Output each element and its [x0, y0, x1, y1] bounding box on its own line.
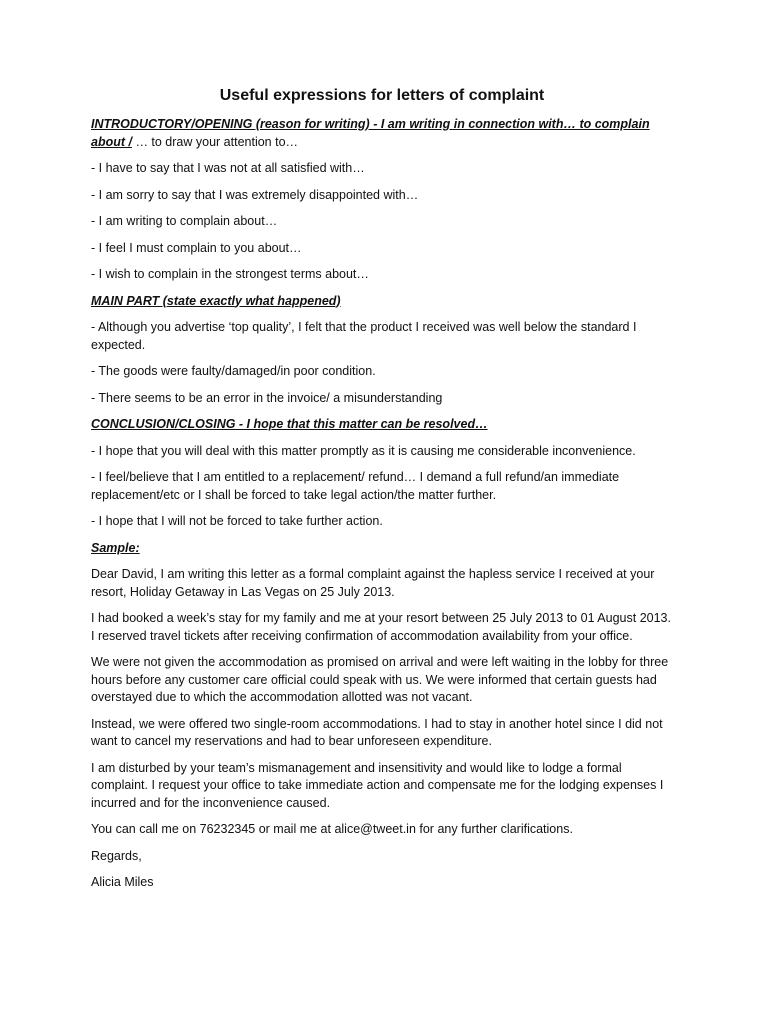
- conclusion-item: - I feel/believe that I am entitled to a replacement/ refund… I demand a full refund/an immediate replacement/etc or I shall be forced to take legal action/the matter further.: [91, 470, 620, 502]
- sample-section: [91, 540, 673, 558]
- intro-heading: INTRODUCTORY/OPENING (reason for writing) - I am writing in connection with… to complain about /: [91, 117, 650, 149]
- sample-paragraph: We were not given the accommodation as promised on arrival and were left waiting in the lobby for three hours before any customer care official could speak with us. We were informed that certain guests had overstayed due to which the accommodation allotted was not vacant.: [91, 655, 669, 704]
- conclusion-heading: CONCLUSION/CLOSING - I hope that this matter can be resolved…: [91, 417, 488, 431]
- intro-item: - I feel I must complain to you about…: [91, 240, 302, 255]
- sample-paragraph: Dear David, I am writing this letter as a formal complaint against the hapless service I received at your resort, Holiday Getaway in Las Vegas on 25 July 2013.: [91, 567, 655, 599]
- main-item: - There seems to be an error in the invoice/ a misunderstanding: [91, 390, 443, 405]
- conclusion-item: - I hope that you will deal with this matter promptly as it is causing me considerable inconvenience.: [91, 443, 636, 458]
- intro-heading-tail: … to draw your attention to…: [131, 134, 299, 149]
- intro-item: - I have to say that I was not at all satisfied with…: [91, 161, 365, 175]
- main-item: - Although you advertise ‘top quality’, I felt that the product I received was well below the standard I expected.: [91, 320, 637, 352]
- sample-heading: Sample:: [91, 540, 140, 555]
- document-body: [91, 86, 673, 901]
- intro-item: - I am sorry to say that I was extremely disappointed with…: [91, 187, 419, 202]
- main-item: - The goods were faulty/damaged/in poor condition.: [91, 364, 376, 378]
- sample-paragraph: You can call me on 76232345 or mail me at alice@tweet.in for any further clarifications.: [91, 822, 573, 836]
- sample-signature: Alicia Miles: [91, 875, 154, 889]
- intro-section: [91, 116, 673, 151]
- sample-paragraph: I had booked a week’s stay for my family and me at your resort between 25 July 2013 to 01 August 2013. I reserved travel tickets after receiving confirmation of accommodation availability from your office.: [91, 611, 671, 643]
- conclusion-item: - I hope that I will not be forced to take further action.: [91, 514, 383, 528]
- intro-item: - I wish to complain in the strongest terms about…: [91, 267, 369, 281]
- sample-closing: Regards,: [91, 848, 142, 863]
- intro-item: - I am writing to complain about…: [91, 214, 278, 228]
- main-heading: MAIN PART (state exactly what happened): [91, 293, 341, 308]
- sample-paragraph: I am disturbed by your team’s mismanagement and insensitivity and would like to lodge a formal complaint. I request your office to take immediate action and compensate me for the lodging expenses I incurred and for the inconvenience caused.: [91, 760, 664, 810]
- sample-paragraph: Instead, we were offered two single-room accommodations. I had to stay in another hotel since I did not want to cancel my reservations and had to bear unforeseen expenditure.: [91, 716, 663, 748]
- conclusion-section: [91, 416, 673, 434]
- document-title: Useful expressions for letters of complaint: [219, 87, 545, 104]
- main-section: [91, 293, 673, 311]
